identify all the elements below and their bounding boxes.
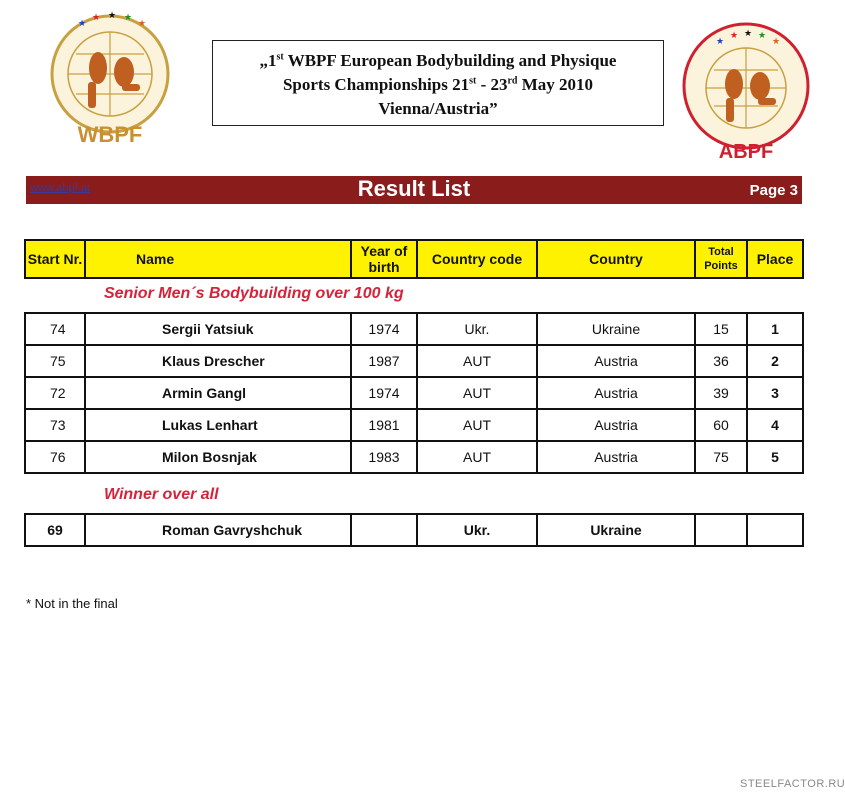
total-points: 39 (695, 377, 747, 409)
page-number: Page 3 (749, 182, 798, 199)
year-of-birth: 1974 (351, 313, 417, 345)
place (747, 514, 803, 546)
col-name: Name (85, 240, 351, 278)
place: 2 (747, 345, 803, 377)
svg-text:★: ★ (730, 30, 739, 40)
start-nr: 75 (25, 345, 85, 377)
start-nr: 73 (25, 409, 85, 441)
start-nr: 72 (25, 377, 85, 409)
year-of-birth: 1981 (351, 409, 417, 441)
athlete-name: Roman Gavryshchuk (85, 514, 351, 546)
col-total-points: Total Points (695, 240, 747, 278)
table-row (25, 514, 803, 546)
svg-text:★: ★ (92, 12, 101, 22)
championship-title: „1st WBPF European Bodybuilding and Physique Sports Championships 21st - 23rd May 2010 Vienna/Austria” (212, 40, 664, 126)
abpf-logo (668, 14, 828, 164)
start-nr: 69 (25, 514, 85, 546)
svg-text:★: ★ (716, 36, 725, 46)
svg-text:★: ★ (108, 10, 117, 20)
athlete-name: Klaus Drescher (85, 345, 351, 377)
total-points: 15 (695, 313, 747, 345)
website-link[interactable]: www.abpf.at (30, 182, 90, 194)
country: Ukraine (537, 514, 695, 546)
country-code: Ukr. (417, 313, 537, 345)
category-title: Senior Men´s Bodybuilding over 100 kg (104, 285, 404, 302)
country: Austria (537, 377, 695, 409)
results-table (24, 312, 804, 474)
table-row (25, 377, 803, 409)
athlete-name: Milon Bosnjak (85, 441, 351, 473)
svg-text:WBPF: WBPF (77, 122, 143, 147)
country: Austria (537, 409, 695, 441)
footnote: * Not in the final (26, 596, 118, 611)
country-code: AUT (417, 345, 537, 377)
total-points: 75 (695, 441, 747, 473)
svg-text:★: ★ (124, 12, 133, 22)
svg-text:★: ★ (758, 30, 767, 40)
total-points: 36 (695, 345, 747, 377)
country: Austria (537, 441, 695, 473)
total-points (695, 514, 747, 546)
wbpf-logo (30, 10, 190, 150)
col-country: Country (537, 240, 695, 278)
year-of-birth: 1987 (351, 345, 417, 377)
year-of-birth: 1974 (351, 377, 417, 409)
col-start-nr: Start Nr. (25, 240, 85, 278)
winner-table (24, 513, 804, 547)
svg-text:★: ★ (138, 18, 147, 28)
svg-text:ABPF: ABPF (718, 141, 774, 163)
result-list-banner (26, 176, 802, 204)
winner-title: Winner over all (104, 486, 219, 503)
year-of-birth: 1983 (351, 441, 417, 473)
table-row (25, 313, 803, 345)
table-row (25, 409, 803, 441)
athlete-name: Armin Gangl (85, 377, 351, 409)
place: 3 (747, 377, 803, 409)
svg-text:★: ★ (772, 36, 781, 46)
col-place: Place (747, 240, 803, 278)
country-code: AUT (417, 441, 537, 473)
results-table-header (24, 239, 804, 279)
start-nr: 76 (25, 441, 85, 473)
place: 4 (747, 409, 803, 441)
country-code: AUT (417, 377, 537, 409)
total-points: 60 (695, 409, 747, 441)
table-row (25, 441, 803, 473)
year-of-birth (351, 514, 417, 546)
table-row (25, 345, 803, 377)
athlete-name: Lukas Lenhart (85, 409, 351, 441)
place: 5 (747, 441, 803, 473)
athlete-name: Sergii Yatsiuk (85, 313, 351, 345)
col-country-code: Country code (417, 240, 537, 278)
country-code: AUT (417, 409, 537, 441)
country: Ukraine (537, 313, 695, 345)
start-nr: 74 (25, 313, 85, 345)
result-list-title: Result List (357, 176, 471, 201)
place: 1 (747, 313, 803, 345)
country: Austria (537, 345, 695, 377)
watermark: STEELFACTOR.RU (740, 778, 845, 790)
country-code: Ukr. (417, 514, 537, 546)
col-year-of-birth: Year of birth (351, 240, 417, 278)
svg-text:★: ★ (744, 28, 753, 38)
svg-text:★: ★ (78, 18, 87, 28)
